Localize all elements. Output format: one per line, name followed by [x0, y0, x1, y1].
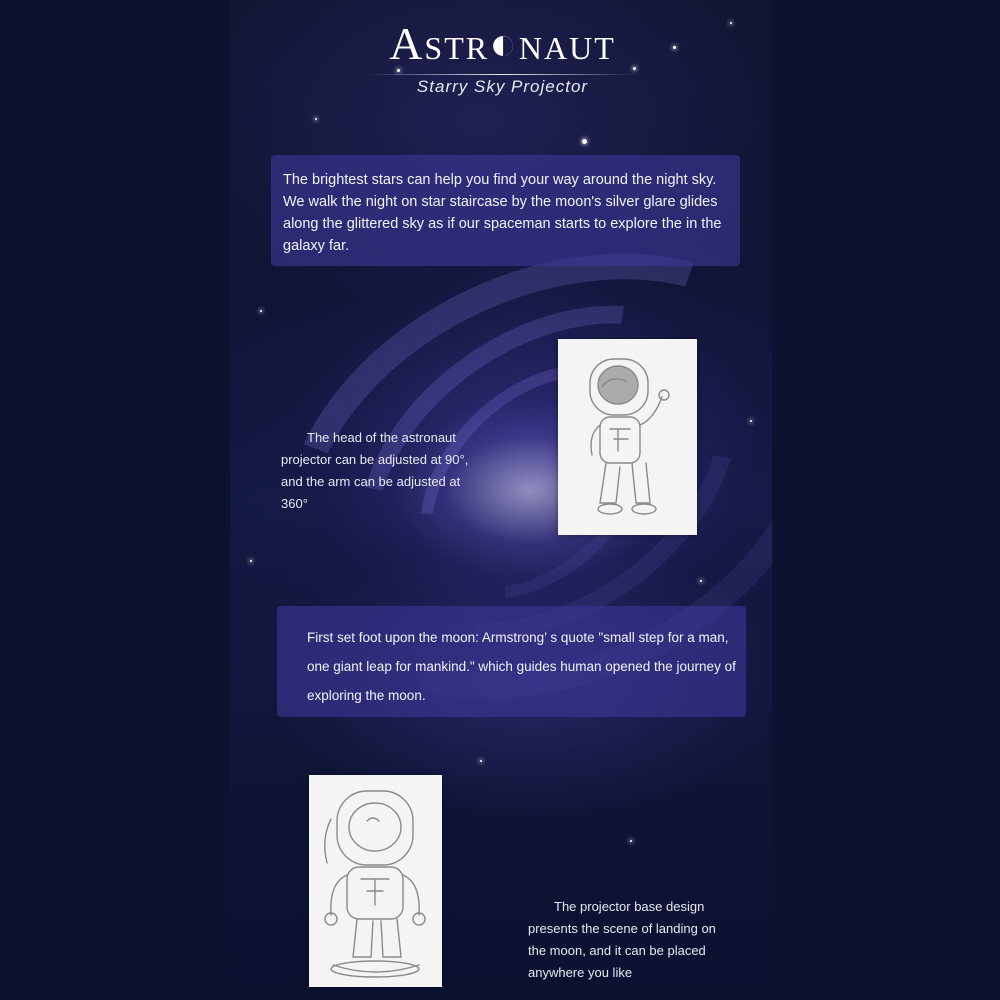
head-adjust-caption [281, 427, 481, 515]
star [315, 118, 317, 120]
astronaut-sketch-waving-image [558, 339, 697, 535]
intro-text: The brightest stars can help you find your way around the night sky. We walk the night on star staircase by the moon's silver glare glides along the glittered sky as if our spaceman starts to explore the in the galaxy far. [283, 172, 722, 254]
intro-text-box [271, 155, 740, 266]
star [730, 22, 732, 24]
quote-text: First set foot upon the moon: Armstrong’ s quote "small step for a man, one giant leap for mankind." which guides human opened the journey of exploring the moon. [307, 630, 736, 703]
star [250, 560, 252, 562]
header [360, 14, 645, 97]
product-poster [230, 0, 772, 1000]
page-subtitle: Starry Sky Projector [416, 77, 589, 96]
astronaut-sketch-standing-image [309, 775, 442, 987]
star [480, 760, 482, 762]
star [260, 310, 262, 312]
page-title: Astr◐naut [389, 18, 616, 69]
star [630, 840, 632, 842]
head-adjust-caption-text: The head of the astronaut projector can be adjusted at 90°, and the arm can be adjusted at 360° [281, 430, 469, 511]
base-design-caption [528, 896, 733, 984]
astronaut-sketch-waving-icon [558, 339, 697, 535]
quote-text-box [277, 606, 746, 717]
star [700, 580, 702, 582]
star [673, 46, 676, 49]
astronaut-sketch-standing-icon [309, 775, 442, 987]
star [582, 139, 587, 144]
base-design-caption-text: The projector base design presents the scene of landing on the moon, and it can be placed anywhere you like [528, 899, 716, 980]
title-divider [368, 74, 638, 75]
star [750, 420, 752, 422]
